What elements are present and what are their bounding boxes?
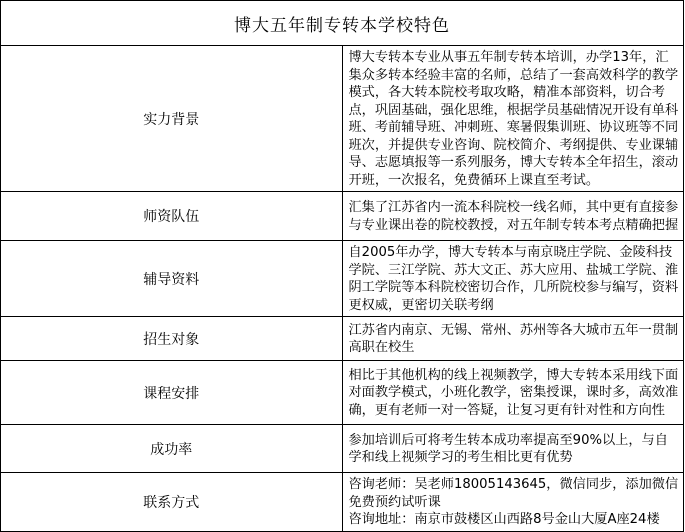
row-label-strength: 实力背景 — [1, 46, 343, 192]
contact-address-line: 咨询地址：南京市鼓楼区山西路8号金山大厦A座24楼 — [348, 512, 660, 527]
row-content-contact — [342, 473, 684, 532]
table-row — [1, 317, 684, 361]
row-content-courses: 相比于其他机构的线上视频教学，博大专转本采用线下面对面教学模式，小班化教学，密集授课，课时多，高效准确，更有老师一对一答疑，让复习更有针对性和方向性 — [342, 361, 684, 425]
row-content-faculty: 汇集了江苏省内一流本科院校一线名师，其中更有直接参与专业课出卷的院校教授，对五年制专转本考点精确把握 — [342, 192, 684, 241]
row-content-enrollment: 江苏省内南京、无锡、常州、苏州等各大城市五年一贯制高职在校生 — [342, 317, 684, 361]
table-row — [1, 361, 684, 425]
row-label-materials: 辅导资料 — [1, 241, 343, 317]
title-row — [1, 1, 684, 46]
table-title: 博大五年制专转本学校特色 — [1, 1, 684, 46]
row-label-success-rate: 成功率 — [1, 425, 343, 473]
table-row — [1, 473, 684, 532]
row-label-enrollment: 招生对象 — [1, 317, 343, 361]
row-content-strength: 博大专转本专业从事五年制专转本培训，办学13年，汇集众多转本经验丰富的名师，总结了一套高效科学的教学模式，各大转本院校考取攻略，精准本部资料，切合考点，巩固基础，强化思维，根据学员基础情况开设有单科班、考前辅导班、冲刺班、寒暑假集训班、协议班等不同班次，并提供专业咨询、院校简介、考纲提供、专业课辅导、志愿填报等一系列服务，博大专转本全年招生，滚动开班，一次报名，免费循环上课直至考试。 — [342, 46, 684, 192]
row-label-faculty: 师资队伍 — [1, 192, 343, 241]
row-label-courses: 课程安排 — [1, 361, 343, 425]
row-content-success-rate: 参加培训后可将考生转本成功率提高至90%以上，与自学和线上视频学习的考生相比更有优势 — [342, 425, 684, 473]
table-row — [1, 46, 684, 192]
table-row — [1, 192, 684, 241]
table-row — [1, 241, 684, 317]
table-row — [1, 425, 684, 473]
row-label-contact: 联系方式 — [1, 473, 343, 532]
contact-teacher-line: 咨询老师：吴老师18005143645，微信同步，添加微信免费预约试听课 — [348, 477, 679, 510]
row-content-materials: 自2005年办学，博大专转本与南京晓庄学院、金陵科技学院、三江学院、苏大文正、苏大应用、盐城工学院、淮阴工学院等本科院校密切合作，几所院校参与编写，资料更权威，更密切关联考纲 — [342, 241, 684, 317]
